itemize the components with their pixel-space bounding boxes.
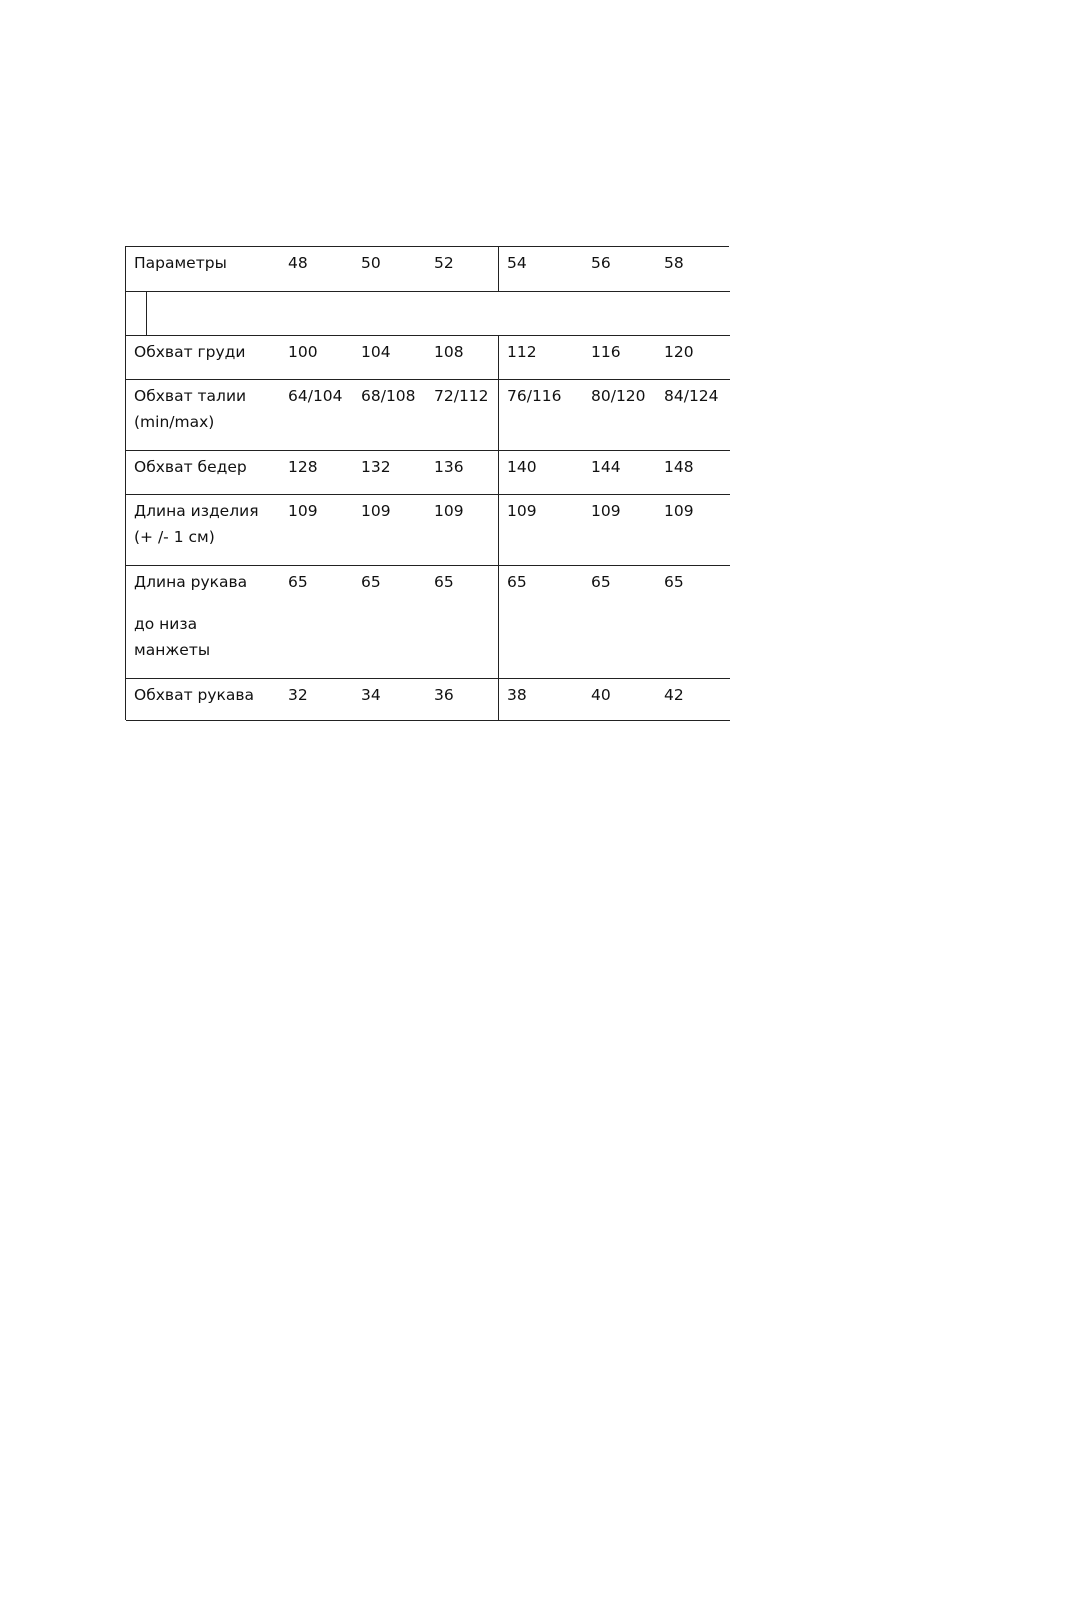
size-col-50: 50 [361, 254, 381, 272]
table-row [126, 679, 730, 721]
row-label-line: Обхват рукава [134, 686, 255, 704]
table-cell: 42 [664, 686, 684, 704]
header-label: Параметры [134, 254, 227, 272]
table-row [126, 495, 730, 566]
row-label-line: до низа [134, 615, 198, 633]
column-divider [498, 336, 499, 721]
table-cell: 136 [434, 458, 464, 476]
table-cell: 36 [434, 686, 454, 704]
table-cell: 109 [591, 502, 621, 520]
row-label [134, 383, 246, 435]
table-cell: 65 [361, 573, 381, 591]
table-cell: 109 [361, 502, 391, 520]
table-cell: 34 [361, 686, 381, 704]
row-label-line: манжеты [134, 641, 211, 659]
table-cell: 144 [591, 458, 621, 476]
table-cell: 65 [591, 573, 611, 591]
row-label-line: (+ /- 1 см) [134, 528, 215, 546]
table-cell: 65 [434, 573, 454, 591]
table-cell: 109 [288, 502, 318, 520]
table-cell: 109 [664, 502, 694, 520]
row-label-line: Обхват бедер [134, 458, 247, 476]
table-cell: 109 [434, 502, 464, 520]
table-row [126, 380, 730, 451]
empty-row [126, 292, 730, 336]
table-row [126, 451, 730, 495]
table-cell: 104 [361, 343, 391, 361]
row-label [134, 498, 259, 550]
table-cell: 68/108 [361, 387, 416, 405]
cell-divider [146, 291, 147, 335]
row-label-gap [134, 595, 247, 611]
table-cell: 65 [288, 573, 308, 591]
table-cell: 40 [591, 686, 611, 704]
size-col-56: 56 [591, 254, 611, 272]
size-col-52: 52 [434, 254, 454, 272]
table-row [126, 336, 730, 380]
table-cell: 80/120 [591, 387, 646, 405]
table-cell: 108 [434, 343, 464, 361]
table-cell: 84/124 [664, 387, 719, 405]
row-label-line: Обхват талии [134, 387, 247, 405]
table-cell: 120 [664, 343, 694, 361]
row-label-line: Обхват груди [134, 343, 246, 361]
table-cell: 148 [664, 458, 694, 476]
size-table [125, 246, 729, 720]
table-cell: 64/104 [288, 387, 343, 405]
row-label [134, 454, 247, 480]
table-cell: 76/116 [507, 387, 562, 405]
row-label-line: Длина рукава [134, 573, 248, 591]
size-col-54: 54 [507, 254, 527, 272]
table-cell: 140 [507, 458, 537, 476]
table-header-row [126, 247, 730, 292]
row-label [134, 339, 245, 365]
table-cell: 100 [288, 343, 318, 361]
row-label-line: (min/max) [134, 413, 215, 431]
table-cell: 128 [288, 458, 318, 476]
table-cell: 116 [591, 343, 621, 361]
size-col-58: 58 [664, 254, 684, 272]
table-cell: 72/112 [434, 387, 489, 405]
table-cell: 109 [507, 502, 537, 520]
table-cell: 65 [507, 573, 527, 591]
table-cell: 65 [664, 573, 684, 591]
column-divider [498, 247, 499, 292]
row-label [134, 569, 247, 663]
table-cell: 112 [507, 343, 537, 361]
row-label-line: Длина изделия [134, 502, 259, 520]
size-col-48: 48 [288, 254, 308, 272]
row-label [134, 682, 254, 708]
table-cell: 132 [361, 458, 391, 476]
table-row [126, 566, 730, 679]
table-cell: 32 [288, 686, 308, 704]
table-cell: 38 [507, 686, 527, 704]
